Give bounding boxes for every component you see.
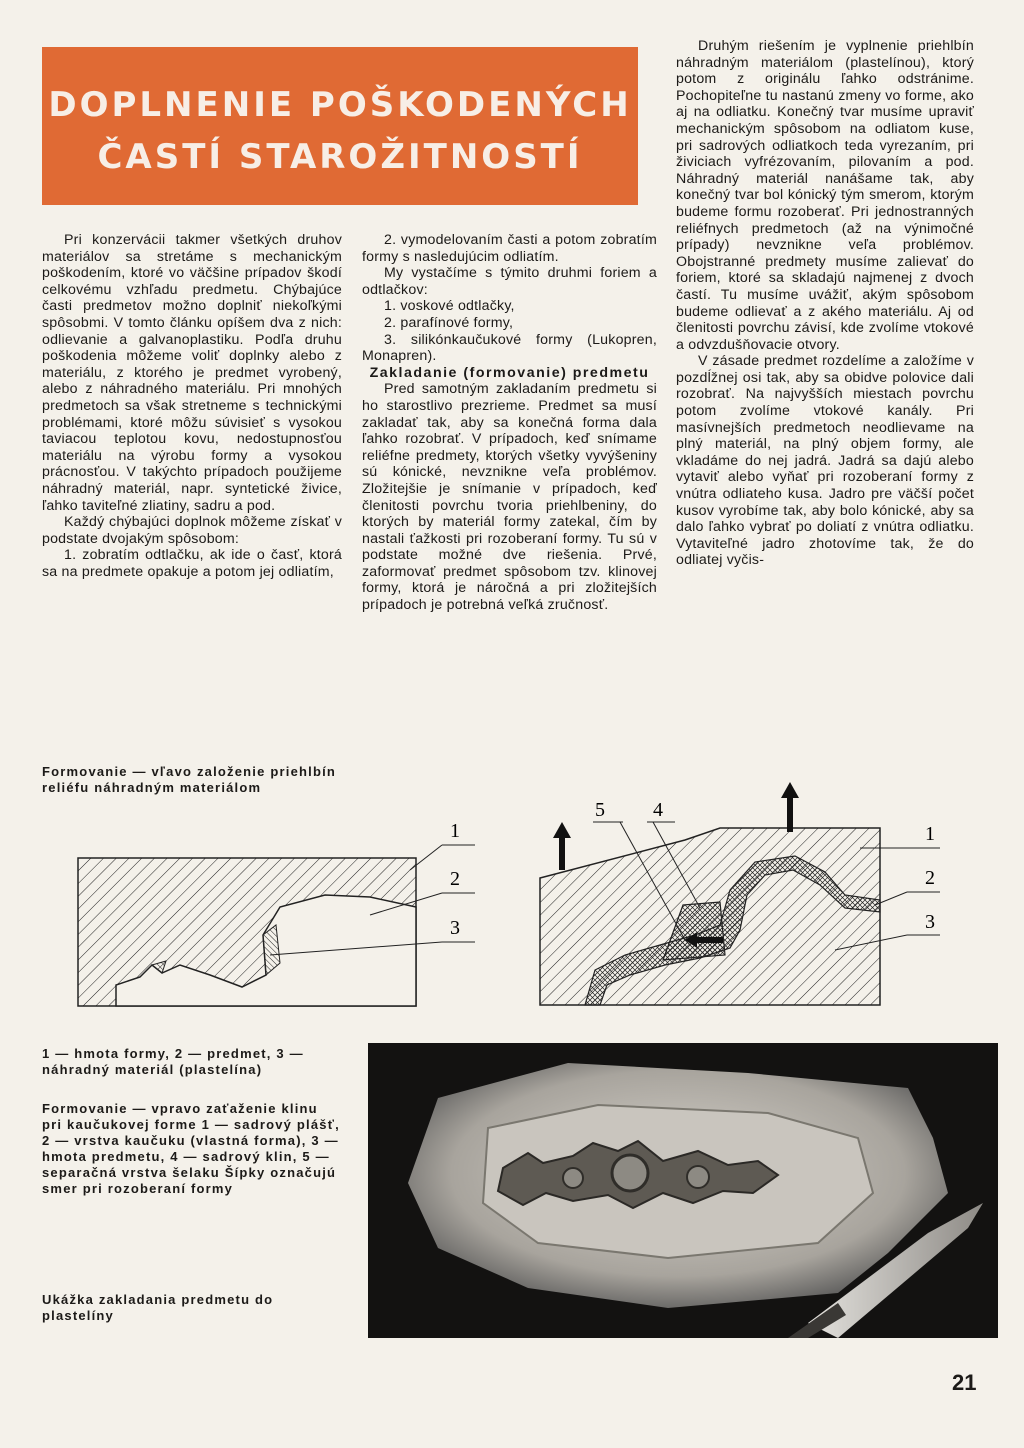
photograph (368, 1043, 998, 1338)
paragraph: 1. zobratím odtlačku, ak ide o časť, ktorá sa na predmete opakuje a potom jej odliatím, (42, 547, 342, 580)
figure-label: 3 (450, 917, 460, 939)
paragraph: Pri konzervácii takmer všetkých druhov materiálov sa stretáme s mechanickým poškodením, ktoré vo väčšine prípadov škodí celkovému vzhľadu predmetu. Chýbajúce časti predmetov možno doplniť niekoľkými spôsobmi. V tomto článku opíšem dva z nich: odlievanie a galvanoplastiku. Podľa druhu poškodenia môžeme voliť doplnky alebo z materiálu, z ktorého je predmet vyrobený, alebo z náhradného materiálu. Pri mnohých predmetoch sa však stretneme s technickými problémami, ktoré môžu súvisieť s vysokou taviacou teplotou kovu, nedostupnosťou materiálu na výrobu formy a vysokou prácnosťou. V takýchto prípadoch použijeme náhradný materiál, napr. syntetické živice, ľahko taviteľné zliatiny, sadru a pod. (42, 232, 342, 514)
figure-legend-left: 1 — hmota formy, 2 — predmet, 3 — náhradný materiál (plastelína) (42, 1046, 304, 1077)
arrow-up-icon (553, 822, 571, 870)
section-heading: Zakladanie (formovanie) predmetu (369, 364, 650, 381)
figure-label: 4 (653, 799, 663, 821)
paragraph: Každý chýbajúci doplnok môžeme získať v podstate dvojakým spôsobom: (42, 514, 342, 547)
column-3 (676, 38, 974, 569)
list-item: 1. voskové odtlačky, (384, 298, 515, 315)
figure-label: 1 (450, 820, 460, 842)
figure-caption-right: Formovanie — vpravo zaťaženie klinu pri kaučukovej forme 1 — sadrový plášť, 2 — vrstva kaučuku (vlastná forma), 3 — hmota predmetu, 4 — sadrový klin, 5 — separačná vrstva šelaku Šípky označujú smer pri rozoberaní formy (42, 1101, 340, 1196)
title-line-1: DOPLNENIE POŠKODENÝCH (48, 85, 632, 125)
page-number: 21 (952, 1370, 977, 1395)
title-banner (42, 47, 638, 205)
column-2 (362, 232, 657, 614)
column-1 (42, 232, 342, 580)
paragraph: V zásade predmet rozdelíme a založíme v pozdĺžnej osi tak, aby sa obidve polovice dali rozobrať. Na najvyšších miestach povrchu potom zvolíme vtokové kanály. Pri masívnejších predmetoch neodlievame na plný materiál, na plný objem formy, ale vkladáme do nej jadrá. Jadrá sa dajú alebo vytaviť alebo vyňať pri rozoberaní formy z vnútra odliateho kusa. Jadro pre väčší počet kusov vyrobíme tak, aby bolo kónické, aby sa dalo ľahko vybrať po doliatí z vnútra odliatku. Vytaviteľné jadro zhotovíme tak, že do odliatej vyčis- (676, 353, 974, 569)
paragraph: Pred samotným zakladaním predmetu si ho starostlivo prezrieme. Predmet sa musí zakladať tak, aby sa konečná forma dala ľahko rozobrať. V prípadoch, keď snímame reliéfne predmety, ktorých všetky vyvýšeniny sú kónické, nevznikne veľa problémov. Zložitejšie je snímanie v prípadoch, keď členitosti povrchu tvoria priehlbeniny, do ktorých by materiál formy zatekal, čím by nastali ťažkosti pri rozoberaní formy. Tu sú v podstate možné dve riešenia. Prvé, zaformovať predmet spôsobom tzv. klinovej formy, ktorá je náročná a pri zložitejších prípadoch je potrebná veľká zručnosť. (362, 381, 657, 614)
photo-caption: Ukážka zakladania predmetu do plastelíny (42, 1292, 274, 1323)
list-item: 3. silikónkaučukové formy (Lukopren, Monapren). (362, 331, 657, 365)
figure-label: 5 (595, 799, 605, 821)
figure-label: 3 (925, 911, 935, 933)
paragraph: Druhým riešením je vyplnenie priehlbín náhradným materiálom (plastelínou), ktorý potom z originálu ľahko odstránime. Pochopiteľne tu nastanú zmeny vo forme, ako aj na odliatku. Konečný tvar musíme upraviť mechanickým spôsobom na odliatom kuse, pri sadrových odliatkoch teda vyrezaním, pri živiciach vyfrézovaním, pilovaním a pod. Náhradný materiál nanášame tak, aby konečný tvar bol kónický tým smerom, ktorým budeme formu rozoberať. Pri jednostranných reliéfnych predmetoch (až na výnimočné prípady) nevznikne veľa problémov. Obojstranné predmety musíme zalievať do foriem, ktoré sa skladajú najmenej z dvoch častí. Tu musíme uvážiť, akým spôsobom budeme odlievať a z akého materiálu. Aj od členitosti povrchu závisí, kde zvolíme vtokové a odvzdušňovacie otvory. (676, 38, 974, 353)
list-item: 2. parafínové formy, (384, 314, 514, 331)
figure-caption-left: Formovanie — vľavo založenie priehlbín reliéfu náhradným materiálom (42, 764, 337, 795)
figure-label: 2 (925, 867, 935, 889)
figure-label: 2 (450, 868, 460, 890)
figure-label: 1 (925, 823, 935, 845)
arrow-up-icon (781, 782, 799, 832)
paragraph: 2. vymodelovaním časti a potom zobratím formy s nasledujúcim odliatím. (362, 232, 657, 265)
title-line-2: ČASTÍ STAROŽITNOSTÍ (97, 137, 583, 177)
diagram-left (70, 815, 490, 1020)
paragraph: My vystačíme s týmito druhmi foriem a odtlačkov: (362, 265, 657, 298)
diagram-right (535, 780, 975, 1020)
photo-illustration (368, 1043, 998, 1338)
